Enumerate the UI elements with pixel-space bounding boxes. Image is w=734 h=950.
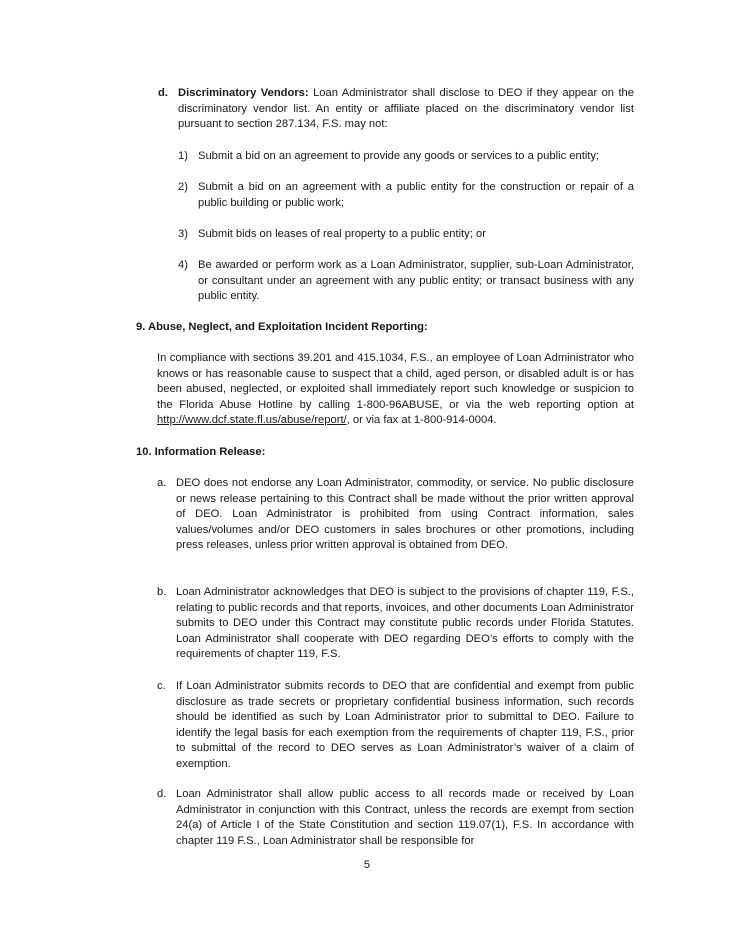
list-item-text: Submit bids on leases of real property to a public entity; or [198,228,486,240]
section-9-text-end: , or via fax at 1-800-914-0004. [346,414,497,427]
section-d-marker: d. [158,87,168,99]
list-item-marker: a. [157,477,167,489]
abuse-report-link[interactable]: http://www.dcf.state.fl.us/abuse/report/ [157,414,347,427]
list-item-text: DEO does not endorse any Loan Administrator, commodity, or service. No public disclosure or news release pertaining to this Contract shall be made without the prior written approval of DEO. Loan Administrator is prohibited from using Contract information, sales values/volumes and/or DEO customers in sales brochures or other promotions, including press releases, unless prior written approval is obtained from DEO. [176,477,634,552]
section-d-text: Loan Administrator shall disclose to DEO if they appear on the discriminatory vendor list. An entity or affiliate placed on the discriminatory vendor list pursuant to section 287.134, F.S. may not: [178,87,634,131]
list-item-number: 3) [178,228,188,240]
section-d-heading: Discriminatory Vendors: [178,87,309,99]
list-item-marker: d. [157,788,167,800]
list-item-marker: b. [157,586,167,598]
section-d-paragraph [178,86,634,133]
list-item-number: 2) [178,181,188,193]
section-9-heading: 9. Abuse, Neglect, and Exploitation Incident Reporting: [136,321,428,333]
list-item-text: Submit a bid on an agreement to provide any goods or services to a public entity; [198,150,600,162]
list-item-text: Loan Administrator shall allow public access to all records made or received by Loan Administrator in conjunction with this Contract, unless the records are exempt from section 24(a) of Article I of the State Constitution and section 119.07(1), F.S. In accordance with chapter 119 F.S., Loan Administrator shall be responsible for [176,788,634,847]
list-item-text: If Loan Administrator submits records to DEO that are confidential and exempt from public disclosure as trade secrets or proprietary confidential business information, such records should be identified as such by Loan Administrator prior to submittal to DEO. Failure to identify the legal basis for each exemption from the requirements of chapter 119, F.S., prior to submittal of the record to DEO serves as Loan Administrator’s waiver of a claim of exemption. [176,680,634,770]
list-item-text: Submit a bid on an agreement with a public entity for the construction or repair of a public building or public work; [198,181,634,209]
list-item-marker: c. [157,680,166,692]
list-item-text: Be awarded or perform work as a Loan Administrator, supplier, sub-Loan Administrator, or consultant under an agreement with any public entity; or transact business with any public entity. [198,259,634,303]
section-9-paragraph [157,351,634,429]
section-10-heading: 10. Information Release: [136,446,266,458]
page-number: 5 [363,859,371,871]
list-item-number: 1) [178,150,188,162]
list-item-text: Loan Administrator acknowledges that DEO is subject to the provisions of chapter 119, F.S., relating to public records and that reports, invoices, and other documents Loan Administrator submits to DEO under this Contract may constitute public records under Florida Statutes. Loan Administrator shall cooperate with DEO regarding DEO’s efforts to comply with the requirements of chapter 119, F.S. [176,586,634,661]
list-item-number: 4) [178,259,188,271]
section-9-text: In compliance with sections 39.201 and 415.1034, F.S., an employee of Loan Administrator who knows or has reasonable cause to suspect that a child, aged person, or disabled adult is or has been abused, neglected, or exploited shall immediately report such knowledge or suspicion to the Florida Abuse Hotline by calling 1-800-96ABUSE, or via the web reporting option at [157,352,634,411]
